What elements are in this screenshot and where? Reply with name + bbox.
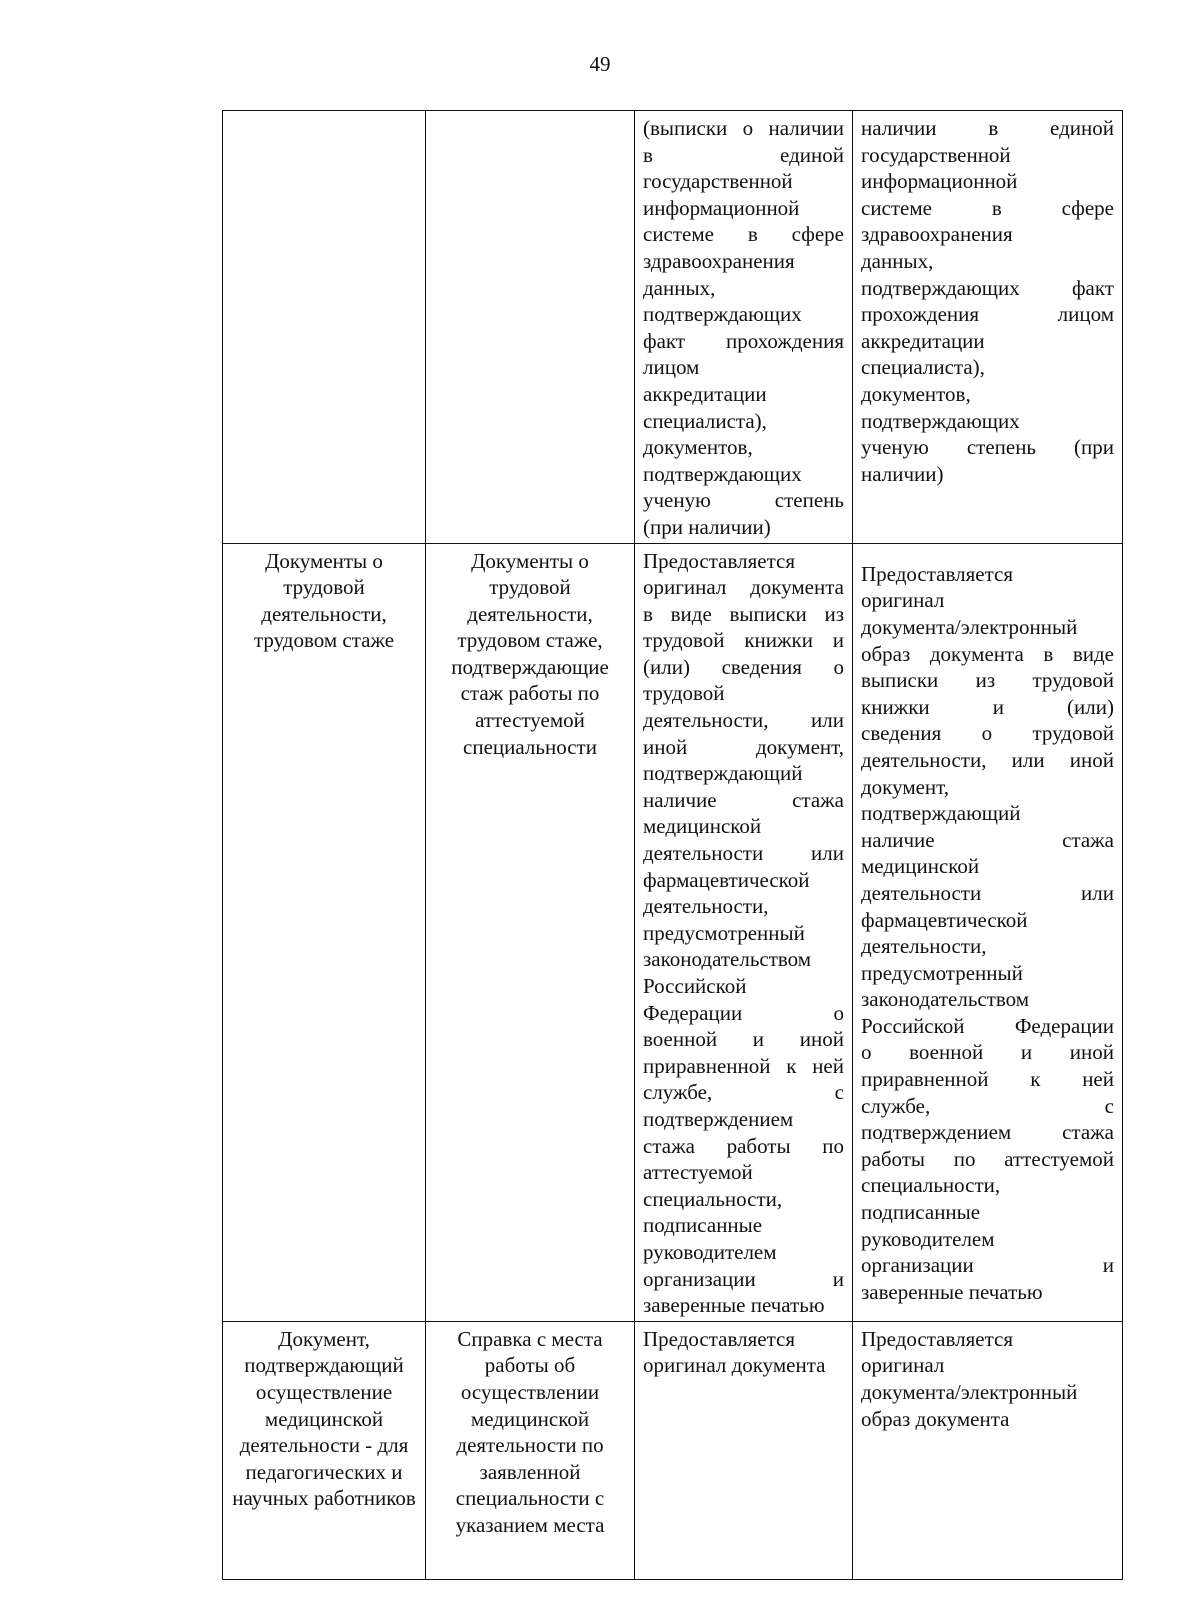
cell-line: наличие стажа [861, 827, 1114, 852]
cell-line: подтверждением [643, 1106, 794, 1131]
page-number: 49 [589, 52, 611, 76]
cell-line: Предоставляется [643, 1326, 796, 1351]
cell-line: подтверждающих факт [861, 275, 1114, 300]
row3-col2: Справка с места работы об осуществлении медицинской деятельности по заявленной специальности с указанием места [426, 1321, 635, 1579]
table-row [223, 543, 1123, 1321]
cell-line: государственной [861, 142, 1011, 167]
cell-line: документа/электронный [861, 614, 1078, 639]
cell-line: законодательством [861, 987, 1030, 1012]
cell-line: специальности, [861, 1173, 1001, 1198]
cell-line: приравненной к ней [643, 1053, 844, 1078]
cell-line: оригинал документа [643, 1353, 826, 1378]
cell-line: специальности, [643, 1186, 783, 1211]
documents-table [222, 110, 1123, 1580]
cell-line: Предоставляется [643, 548, 796, 573]
cell-line: подтверждающих [861, 408, 1020, 433]
cell-line: аккредитации [643, 381, 767, 406]
cell-line: Предоставляется [861, 1326, 1014, 1351]
cell-line: специалиста), [643, 408, 767, 433]
cell-line: руководителем [861, 1226, 995, 1251]
cell-line: фармацевтической [861, 907, 1028, 932]
cell-line: организации и [643, 1266, 844, 1291]
cell-line: оригинал [861, 588, 945, 613]
cell-line: службе, с [643, 1080, 844, 1105]
cell-line: системе в сфере [861, 195, 1114, 220]
row2-col1: Документы о трудовой деятельности, трудовом стаже [223, 543, 426, 1321]
cell-line: (при наличии) [643, 514, 771, 539]
cell-line: Федерации о [643, 1000, 844, 1025]
cell-line: сведения о трудовой [861, 721, 1114, 746]
cell-line: здравоохранения [861, 222, 1013, 247]
cell-line: наличие стажа [643, 787, 844, 812]
cell-line: книжки и (или) [861, 694, 1114, 719]
cell-line: ученую степень (при [861, 435, 1114, 460]
cell-line: специалиста), [861, 355, 985, 380]
table-row [223, 111, 1123, 544]
row1-col3 [635, 111, 853, 544]
cell-line: службе, с [861, 1093, 1114, 1118]
cell-line: подписанные [643, 1213, 763, 1238]
row1-col1 [223, 111, 426, 544]
cell-line: о военной и иной [861, 1040, 1114, 1065]
cell-line: приравненной к ней [861, 1067, 1114, 1092]
cell-line: аккредитации [861, 328, 985, 353]
cell-line: Предоставляется [861, 561, 1014, 586]
cell-line: деятельности, или иной [861, 747, 1114, 772]
cell-line: организации и [861, 1253, 1114, 1278]
cell-line: деятельности, [643, 894, 769, 919]
cell-line: документ, [861, 774, 950, 799]
cell-line: документа/электронный [861, 1379, 1078, 1404]
cell-line: государственной [643, 169, 793, 194]
cell-line: документов, [861, 381, 971, 406]
row1-col2 [426, 111, 635, 544]
cell-line: медицинской [643, 814, 762, 839]
cell-line: предусмотренный [861, 960, 1023, 985]
row3-col3 [635, 1321, 853, 1579]
cell-line: (или) сведения о [643, 654, 844, 679]
cell-line: здравоохранения [643, 248, 795, 273]
cell-line: данных, [861, 248, 934, 273]
cell-line: деятельности или [861, 880, 1114, 905]
cell-line: подтверждающий [643, 761, 803, 786]
cell-line: деятельности, или [643, 708, 844, 733]
cell-line: Российской Федерации [861, 1013, 1114, 1038]
cell-line: факт прохождения [643, 328, 844, 353]
table-row [223, 1321, 1123, 1579]
cell-line: аттестуемой [643, 1160, 753, 1185]
cell-line: предусмотренный [643, 920, 805, 945]
cell-line: наличии в единой [861, 116, 1114, 140]
cell-line: в единой [643, 142, 844, 167]
cell-line: подтверждающих [643, 302, 802, 327]
row1-col4 [853, 111, 1123, 544]
cell-line: заверенные печатью [643, 1293, 825, 1318]
cell-line: заверенные печатью [861, 1279, 1043, 1304]
cell-line: фармацевтической [643, 867, 810, 892]
cell-line: документов, [643, 435, 753, 460]
cell-line: оригинал [861, 1353, 945, 1378]
cell-line: трудовой книжки и [643, 628, 844, 653]
cell-line: информационной [643, 195, 800, 220]
cell-line: образ документа [861, 1406, 1010, 1431]
cell-line: системе в сфере [643, 222, 844, 247]
row3-col1: Документ, подтверждающий осуществление медицинской деятельности - для педагогических и научных работников [223, 1321, 426, 1579]
cell-line: наличии) [861, 461, 944, 486]
cell-line: подтверждающий [861, 801, 1021, 826]
cell-line: прохождения лицом [861, 302, 1114, 327]
cell-line: законодательством [643, 947, 812, 972]
cell-line: (выписки о наличии [643, 116, 844, 140]
cell-line: подтверждающих [643, 461, 802, 486]
cell-line: лицом [643, 355, 700, 380]
cell-line: данных, [643, 275, 716, 300]
cell-line: ученую степень [643, 488, 844, 513]
cell-line: руководителем [643, 1239, 777, 1264]
cell-line: выписки из трудовой [861, 668, 1114, 693]
row2-col2: Документы о трудовой деятельности, трудовом стаже, подтверждающие стаж работы по аттестуемой специальности [426, 543, 635, 1321]
row2-col4 [853, 543, 1123, 1321]
cell-line: деятельности или [643, 841, 844, 866]
cell-line: трудовой [643, 681, 725, 706]
cell-line: подписанные [861, 1200, 981, 1225]
cell-line: в виде выписки из [643, 601, 844, 626]
cell-line: образ документа в виде [861, 641, 1114, 666]
cell-line: оригинал документа [643, 575, 844, 600]
cell-line: деятельности, [861, 934, 987, 959]
row2-col3 [635, 543, 853, 1321]
cell-line: подтверждением стажа [861, 1120, 1114, 1145]
cell-line: работы по аттестуемой [861, 1146, 1114, 1171]
row3-col4 [853, 1321, 1123, 1579]
cell-line: медицинской [861, 854, 980, 879]
cell-line: стажа работы по [643, 1133, 844, 1158]
cell-line: информационной [861, 169, 1018, 194]
cell-line: военной и иной [643, 1027, 844, 1052]
cell-line: иной документ, [643, 734, 844, 759]
cell-line: Российской [643, 974, 747, 998]
